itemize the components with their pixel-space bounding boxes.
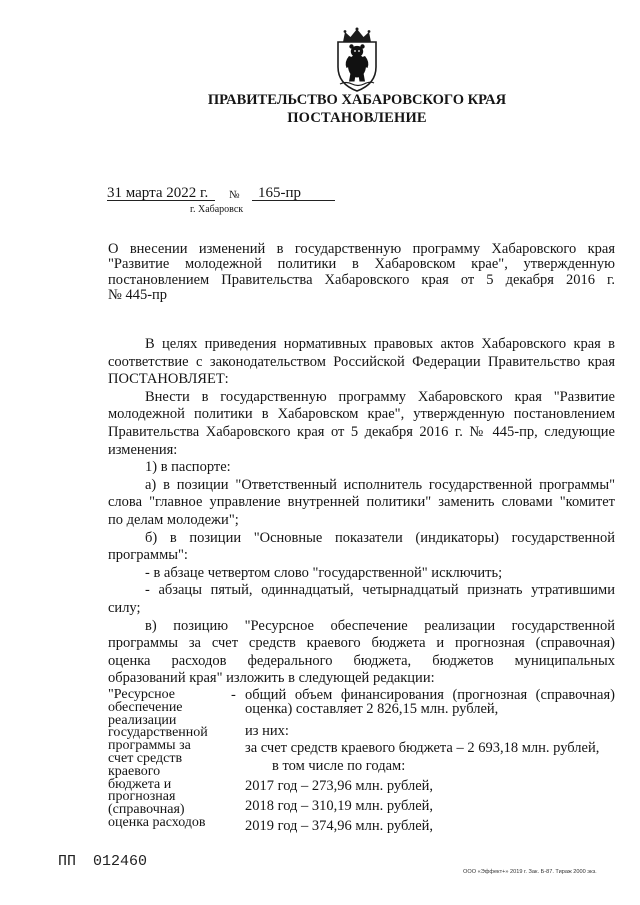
form-serial-code: ПП 012460 [58,853,148,870]
body-line: б) в позиции "Основные показатели (индикаторы) государственной [145,529,615,546]
document-number: 165-пр [258,185,302,201]
title-paragraph [108,242,615,303]
body-line: программы": [108,547,188,564]
table-left-line: (справочная) [108,802,185,818]
table-left-line: реализации [108,712,177,728]
body-line: изменения: [108,441,178,458]
print-imprint: ООО «Эффект+» 2019 г. Зак. Б-87. Тираж 2000 экз. [463,869,597,875]
body-line: по делам молодежи"; [108,511,239,528]
table-right-line: оценка) составляет 2 826,15 млн. рублей, [245,701,499,717]
table-left-line: государственной [108,725,208,741]
body-line: В целях приведения нормативных правовых актов Хабаровского края в [145,336,615,352]
table-right-line: общий объем финансирования (прогнозная (справочная) [245,687,615,703]
issue-place: г. Хабаровск [190,204,244,215]
title-line: О внесении изменений в государственную программу Хабаровского края [108,241,615,257]
table-left-line: прогнозная [108,789,176,805]
table-left-line: бюджета и [108,776,172,792]
body-text [108,336,615,688]
table-left-line: "Ресурсное [108,687,175,702]
table-left-line: оценка расходов [108,814,206,830]
body-line: - абзацы пятый, одиннадцатый, четырнадцатый признать утратившими [145,582,615,599]
body-line: соответствие с законодательством Российской Федерации Правительство края [108,353,615,370]
body-line: - в абзаце четвертом слово "государственной" исключить; [145,564,503,581]
table-right-line: за счет средств краевого бюджета – 2 693,18 млн. рублей, [245,740,600,756]
body-line: Внести в государственную программу Хабаровского края "Развитие [145,388,615,405]
number-sign: № [229,189,240,201]
coat-of-arms-icon [332,27,382,93]
number-underline [252,200,335,201]
body-line: оценка расходов федерального бюджета, бюджетов муниципальных [108,652,615,669]
body-line: образований края" изложить в следующей редакции: [108,670,435,687]
table-separator-dash: - [231,687,236,703]
resource-table-label-column [108,689,230,830]
title-line: постановлением Правительства Хабаровского края от 5 декабря 2016 г. [108,271,615,288]
body-line: а) в позиции "Ответственный исполнитель государственной программы" [145,476,615,493]
authority-title: ПРАВИТЕЛЬСТВО ХАБАРОВСКОГО КРАЯ [207,92,507,108]
document-type-title: ПОСТАНОВЛЕНИЕ [287,110,427,126]
table-right-line: 2019 год – 374,96 млн. рублей, [245,818,434,834]
crown-shape [343,28,371,43]
body-line: силу; [108,599,141,616]
body-line: в) позицию "Ресурсное обеспечение реализации государственной [145,617,615,634]
table-left-line: программы за [108,738,191,754]
body-line: Правительства Хабаровского края от 5 декабря 2016 г. № 445-пр, следующие [108,423,615,440]
table-left-line: счет средств [108,750,183,766]
body-line: 1) в паспорте: [145,459,231,476]
title-line: № 445-пр [108,286,168,303]
body-line: ПОСТАНОВЛЯЕТ: [108,371,229,388]
table-left-line: обеспечение [108,699,183,715]
date-underline [107,200,215,201]
table-right-line: из них: [245,723,289,739]
table-left-line: краевого [108,763,161,779]
issue-date: 31 марта 2022 г. [107,185,209,201]
table-right-line: в том числе по годам: [272,758,406,774]
table-right-line: 2018 год – 310,19 млн. рублей, [245,798,434,814]
body-line: программы за счет средств краевого бюджета и прогнозная (справочная) [108,635,615,652]
title-line: "Развитие молодежной политики в Хабаровском крае", утвержденную [108,256,615,273]
body-line: слова "главное управление внутренней политики" заменить словами "комитет [108,494,615,511]
body-line: молодежной политики в Хабаровском крае", утвержденную постановлением [108,406,615,423]
table-right-line: 2017 год – 273,96 млн. рублей, [245,778,434,794]
